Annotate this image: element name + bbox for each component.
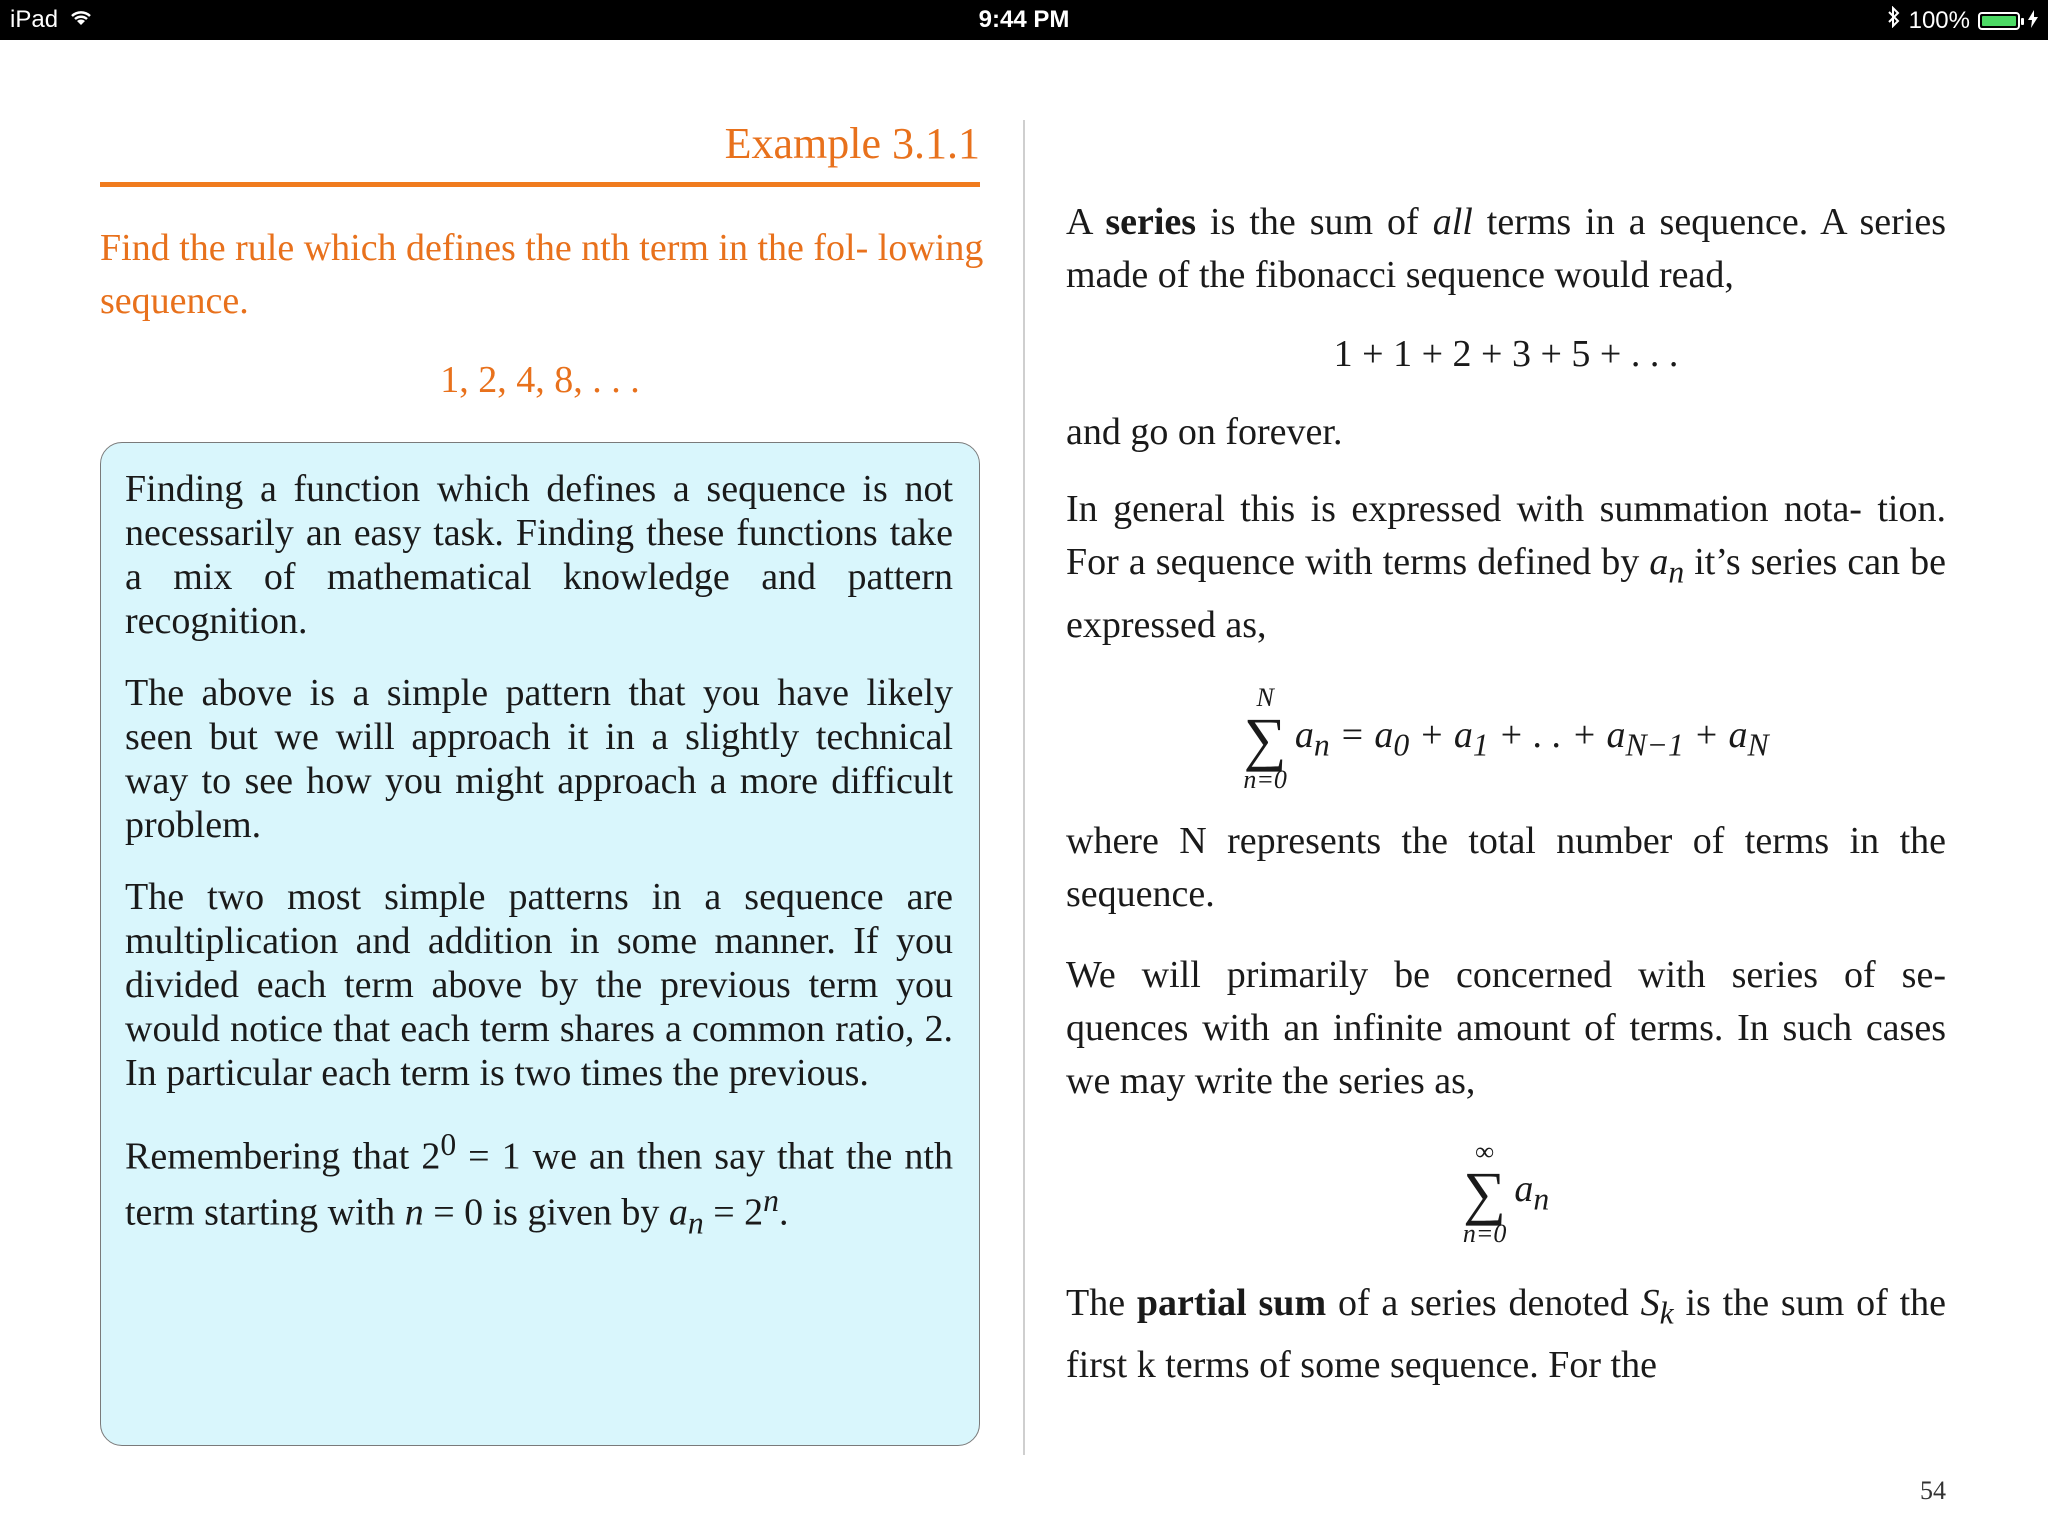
solution-paragraph-3: The two most simple patterns in a sequence are multiplication and addition in some manner. If you divided each term above by the previous term you would notice that each term shares a common ratio, 2. In particular each term is two times the previous. [125, 876, 953, 1094]
page-number: 54 [1920, 1476, 1946, 1505]
sigma-symbol-infinite: ∞ ∑ n=0 [1462, 1136, 1507, 1248]
right-column [1066, 196, 1946, 1392]
solution-paragraph-2: The above is a simple pattern that you have likely seen but we will approach it in a slightly technical way to see how you might approach a more difficult problem. [125, 672, 953, 846]
summation-formula [1066, 672, 1946, 793]
fibonacci-series: 1 + 1 + 2 + 3 + 5 + . . . [1333, 333, 1679, 375]
summation-intro: In general this is expressed with summation nota- tion. For a sequence with terms defined by $a_n$ it’s series can be expressed as, [1066, 488, 1946, 646]
example-title: Example 3.1.1 [724, 119, 980, 168]
solution-paragraph-4: Remembering that $2^0 = 1$ we an then say that the nth term starting with n = 0 is given by $a_n = 2^n$. [125, 1127, 953, 1240]
solution-paragraph-1: Finding a function which defines a sequence is not necessarily an easy task. Finding these functions take a mix of mathematical knowledge and pattern recognition. [125, 468, 953, 642]
summation-expression: $a_n = a_0 + a_1$ + . . + $a_{N-1} + a_N$ [1294, 714, 1769, 763]
status-bar [0, 0, 2048, 40]
partial-sum-definition: The partial sum of a series denoted $S_k$ is the sum of the first k terms of some sequence. For the [1066, 1281, 1946, 1387]
page-divider [1023, 120, 1025, 1455]
status-right [1887, 6, 2038, 35]
battery-level [1982, 16, 2016, 26]
example-prompt: Find the rule which defines the nth term in the fol- lowing sequence. [100, 227, 984, 322]
infinite-series-intro: We will primarily be concerned with series of se- quences with an infinite amount of terms. In such cases we may write the series as, [1066, 953, 1946, 1102]
device-name: iPad [10, 6, 59, 33]
example-rule [100, 182, 980, 187]
battery-percent: 100% [1908, 6, 1970, 34]
infinite-sum-formula: ∞ ∑ n=0 $a_n$ [1462, 1136, 1550, 1248]
n-explanation: where N represents the total number of terms in the sequence. [1066, 819, 1946, 915]
charging-icon [2028, 7, 2038, 35]
forever-text: and go on forever. [1066, 411, 1343, 453]
battery-icon [1978, 12, 2020, 30]
series-definition: A series is the sum of all terms in a sequence. A series made of the fibonacci sequence would read, [1066, 201, 1946, 296]
solution-box [100, 442, 980, 1446]
clock: 9:44 PM [978, 6, 1070, 33]
sigma-symbol: N ∑ n=0 [1243, 682, 1287, 794]
example-sequence: 1, 2, 4, 8, . . . [440, 359, 640, 401]
bluetooth-icon [1887, 6, 1901, 35]
